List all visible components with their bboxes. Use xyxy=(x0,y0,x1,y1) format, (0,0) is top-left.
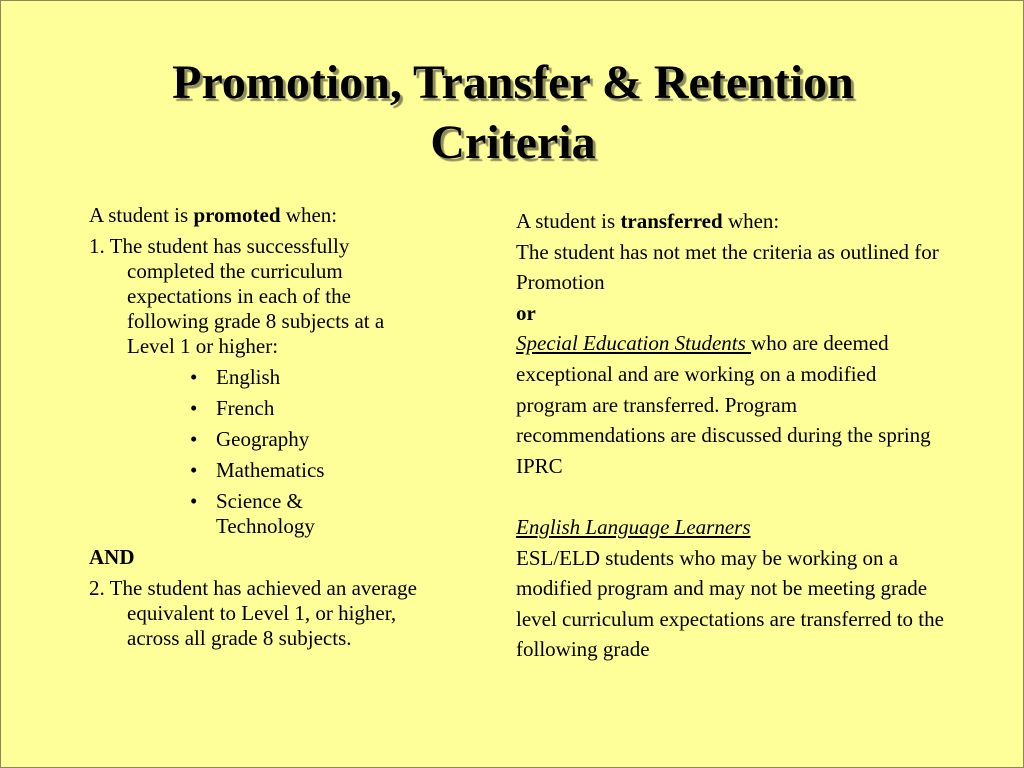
promoted-column xyxy=(89,203,429,657)
transferred-keyword: transferred xyxy=(620,209,723,233)
special-education-paragraph xyxy=(516,328,946,481)
subject-item xyxy=(89,396,429,421)
bullet-icon: • xyxy=(190,396,198,420)
transferred-column xyxy=(516,206,946,665)
or-keyword: or xyxy=(516,300,536,325)
subject-label: French xyxy=(216,396,275,420)
bullet-icon: • xyxy=(190,458,198,482)
promoted-intro-suffix: when: xyxy=(280,203,338,227)
special-education-text: who are deemed exceptional and are working on a modified program are transferred. Program recommendations are discussed during the spring IPRC xyxy=(516,331,931,478)
subject-item xyxy=(89,489,429,539)
promoted-criterion-2: 2. The student has achieved an average equivalent to Level 1, or higher, across all grade 8 subjects. xyxy=(89,576,417,650)
paragraph-spacer xyxy=(516,481,946,512)
ell-text: ESL/ELD students who may be working on a modified program and may not be meeting grade level curriculum expectations are transferred to the following grade xyxy=(516,545,944,662)
promoted-intro xyxy=(89,203,429,228)
and-keyword: AND xyxy=(89,545,135,569)
subject-label: Geography xyxy=(216,427,310,451)
subject-item xyxy=(89,427,429,452)
promoted-keyword: promoted xyxy=(193,203,281,227)
slide-title xyxy=(1,53,1024,173)
transferred-intro xyxy=(516,206,946,237)
bullet-icon: • xyxy=(190,365,198,389)
bullet-icon: • xyxy=(190,427,198,451)
subject-label: Science & Technology xyxy=(216,489,315,538)
and-label xyxy=(89,545,429,570)
transferred-criteria: The student has not met the criteria as outlined for Promotion xyxy=(516,239,939,295)
subject-item xyxy=(89,365,429,390)
promoted-criterion-1: 1. The student has successfully completed the curriculum expectations in each of the following grade 8 subjects at a Level 1 or higher: xyxy=(89,234,385,358)
subject-item xyxy=(89,458,429,483)
transferred-intro-suffix: when: xyxy=(722,209,780,233)
subject-list xyxy=(89,365,429,539)
bullet-icon: • xyxy=(190,489,198,513)
subject-label: English xyxy=(216,365,281,389)
special-education-heading: Special Education Students xyxy=(516,331,752,356)
or-label xyxy=(516,298,946,329)
promoted-intro-prefix: A student is xyxy=(89,203,194,227)
title-line-1: Promotion, Transfer & Retention xyxy=(172,56,854,109)
subject-label: Mathematics xyxy=(216,458,325,482)
ell-heading xyxy=(516,512,946,543)
transferred-intro-prefix: A student is xyxy=(516,209,621,233)
title-line-2: Criteria xyxy=(430,116,596,169)
ell-heading-text: English Language Learners xyxy=(516,514,751,539)
